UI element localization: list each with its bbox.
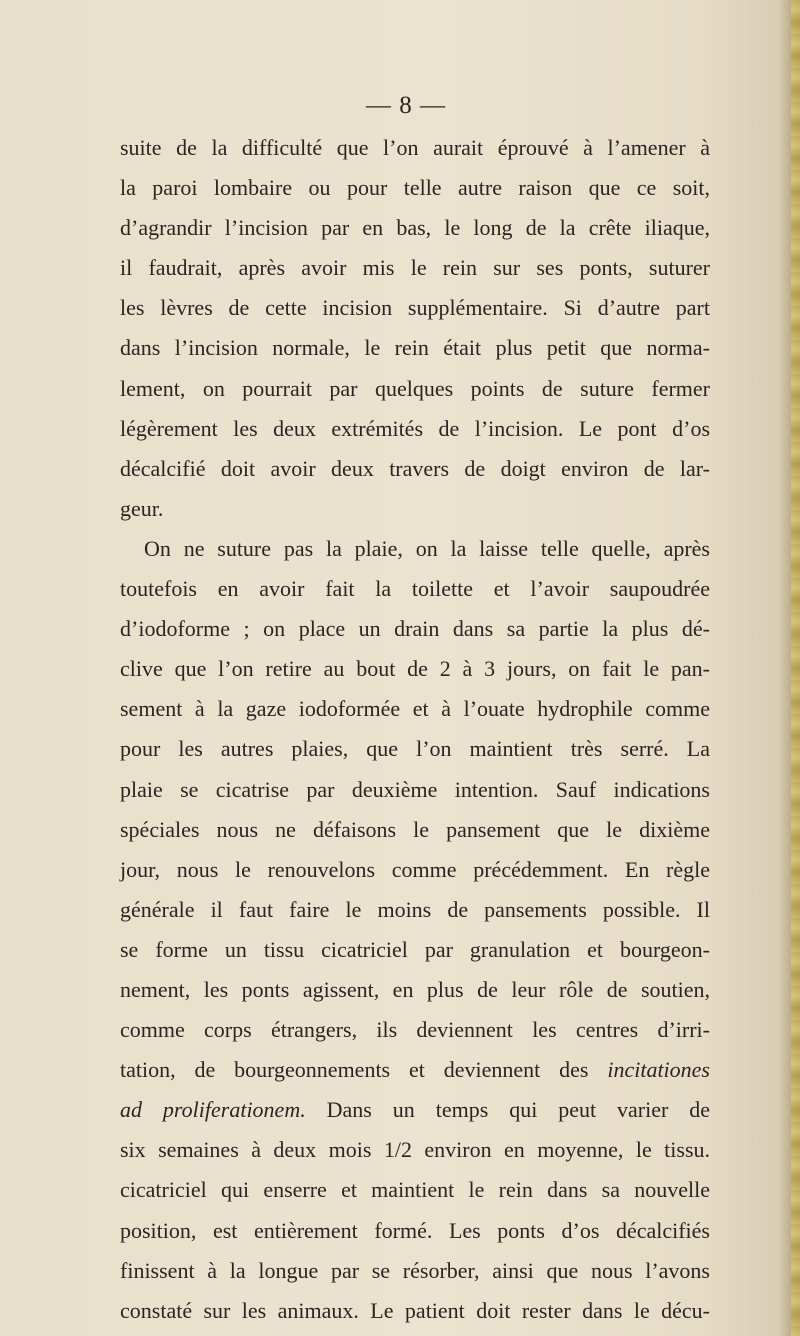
text-line: jour, nous le renouvelons comme précédemment. En règle <box>120 856 710 882</box>
body-text <box>120 128 710 1331</box>
text-line-mixed <box>120 1090 710 1130</box>
text-line: nement, les ponts agissent, en plus de leur rôle de soutien, <box>120 976 710 1002</box>
text-line: sement à la gaze iodoformée et à l’ouate hydrophile comme <box>120 696 710 722</box>
text-line: cicatriciel qui enserre et maintient le rein dans sa nouvelle <box>120 1177 710 1203</box>
text-line: spéciales nous ne défaisons le pansement que le dixième <box>120 816 710 842</box>
text-line: légèrement les deux extrémités de l’incision. Le pont d’os <box>120 415 710 441</box>
text-line: la paroi lombaire ou pour telle autre raison que ce soit, <box>120 175 710 201</box>
page-edge-gilding <box>791 0 800 1336</box>
text-line: position, est entièrement formé. Les ponts d’os décalcifiés <box>120 1217 710 1243</box>
text-line: six semaines à deux mois 1/2 environ en moyenne, le tissu. <box>120 1137 710 1163</box>
latin-term: ad proliferationem. <box>120 1097 306 1123</box>
text-line: suite de la difficulté que l’on aurait éprouvé à l’amener à <box>120 135 710 160</box>
text-line: dans l’incision normale, le rein était plus petit que norma- <box>120 335 710 361</box>
page-number: — 8 — <box>366 92 446 119</box>
text-line: décalcifié doit avoir deux travers de doigt environ de lar- <box>120 455 710 481</box>
text-line: constaté sur les animaux. Le patient doit rester dans le décu- <box>120 1297 710 1323</box>
text-line: toutefois en avoir fait la toilette et l’avoir saupoudrée <box>120 576 710 602</box>
text-line: d’agrandir l’incision par en bas, le long de la crête iliaque, <box>120 215 710 241</box>
text-line: lement, on pourrait par quelques points de suture fermer <box>120 375 710 401</box>
text-line: les lèvres de cette incision supplémentaire. Si d’autre part <box>120 295 710 321</box>
text-line: On ne suture pas la plaie, on la laisse telle quelle, après <box>144 535 710 561</box>
text-segment: Dans un temps qui peut varier de <box>326 1097 711 1123</box>
latin-term: incitationes <box>607 1057 710 1083</box>
text-line: clive que l’on retire au bout de 2 à 3 jours, on fait le pan- <box>120 656 710 682</box>
text-line: générale il faut faire le moins de pansements possible. Il <box>120 896 710 922</box>
paragraph-2 <box>120 529 710 1331</box>
text-segment: tation, de bourgeonnements et deviennent des <box>120 1057 589 1083</box>
paragraph-1 <box>120 128 710 529</box>
text-line: comme corps étrangers, ils deviennent les centres d’irri- <box>120 1017 710 1043</box>
text-line: il faudrait, après avoir mis le rein sur ses ponts, suturer <box>120 255 710 281</box>
text-line: pour les autres plaies, que l’on maintient très serré. La <box>120 736 710 762</box>
text-line: finissent à la longue par se résorber, ainsi que nous l’avons <box>120 1257 710 1283</box>
text-line-mixed <box>120 1050 710 1090</box>
text-line: plaie se cicatrise par deuxième intention. Sauf indications <box>120 776 710 802</box>
text-line: se forme un tissu cicatriciel par granulation et bourgeon- <box>120 936 710 962</box>
text-line: d’iodoforme ; on place un drain dans sa partie la plus dé- <box>120 616 710 642</box>
text-line: geur. <box>120 495 164 521</box>
